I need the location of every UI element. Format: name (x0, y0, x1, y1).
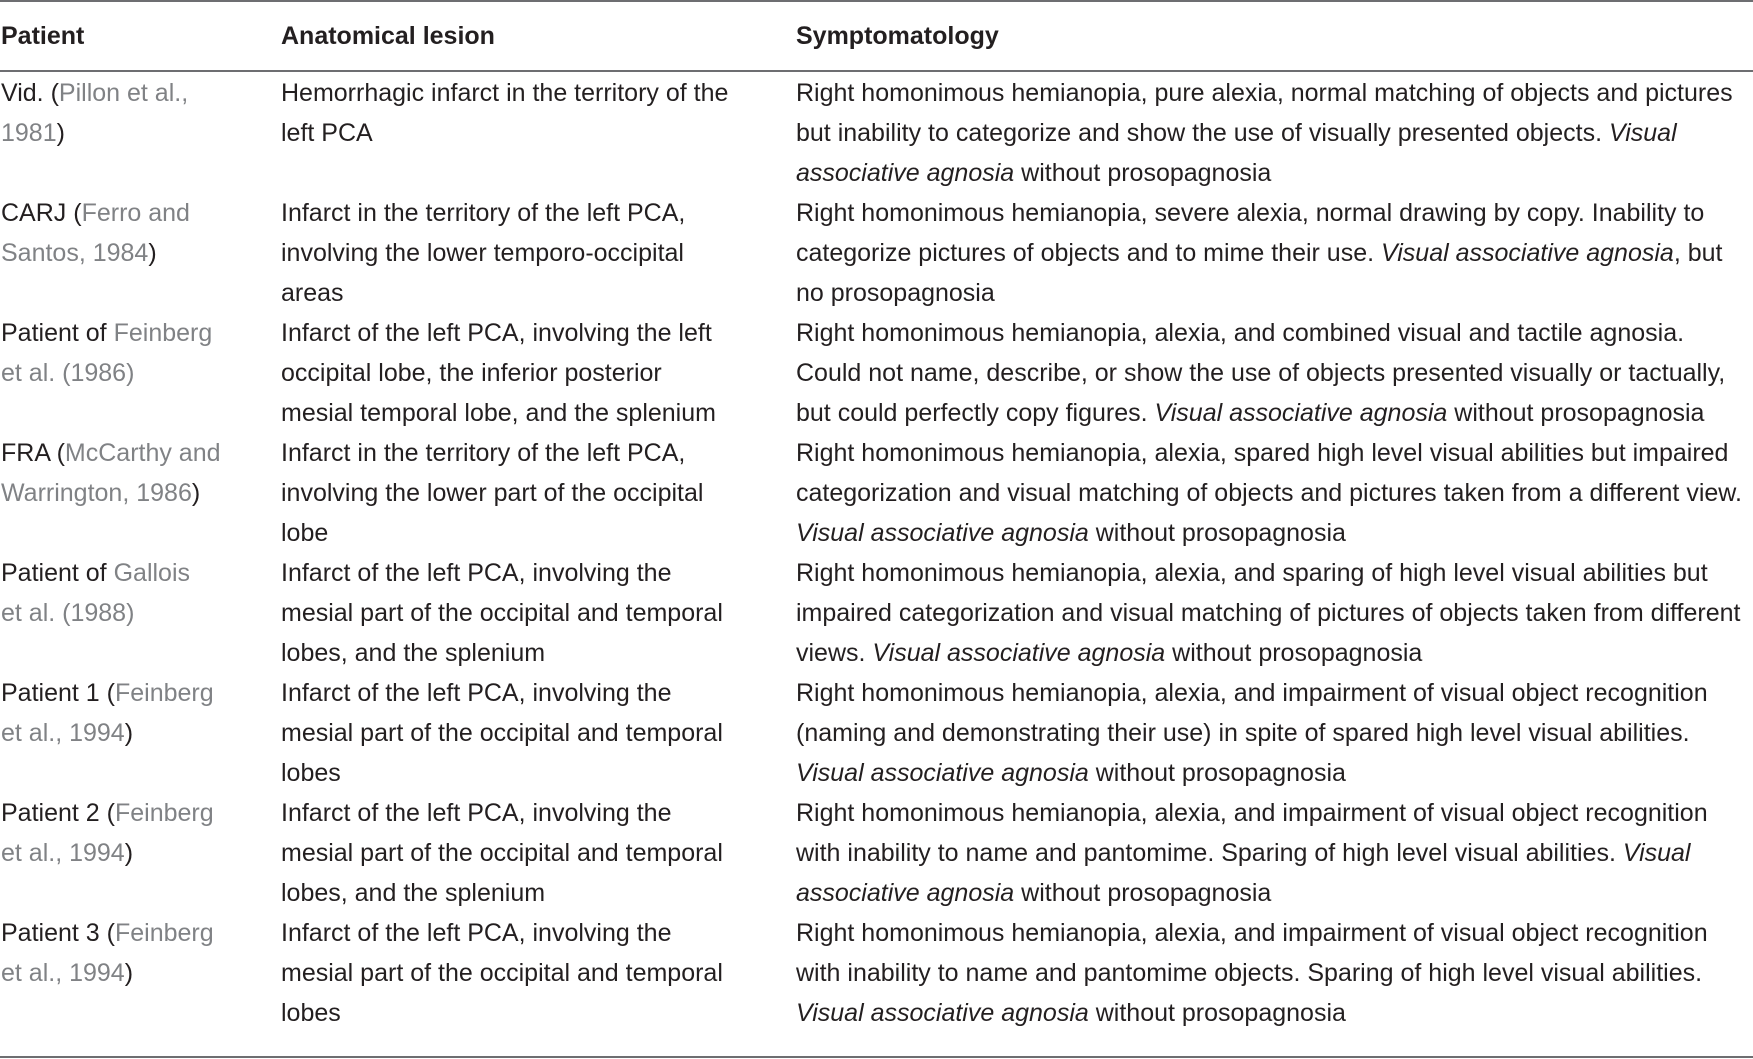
symptom-line: (naming and demonstrating their use) in spite of spared high level visual abilities. (796, 719, 1690, 747)
lesion-line: Infarct of the left PCA, involving the (281, 679, 672, 707)
symptom-emphasis: Visual associative agnosia (872, 639, 1166, 667)
symptom-line: impaired categorization and visual matching of pictures of objects taken from different (796, 599, 1741, 627)
symptom-line: categorization and visual matching of objects and pictures taken from a different view. (796, 479, 1742, 507)
table-header-rule (0, 70, 1753, 72)
symptom-line: Right homonimous hemianopia, alexia, and impairment of visual object recognition (796, 919, 1708, 947)
lesion-line: occipital lobe, the inferior posterior (281, 359, 662, 387)
reference-link[interactable]: et al. (1986) (1, 359, 135, 387)
lesion-line: Infarct of the left PCA, involving the (281, 919, 672, 947)
symptom-text: without prosopagnosia (1095, 759, 1346, 787)
patient-cell: Patient 1 (Feinberg et al., 1994) (1, 679, 214, 747)
symptom-text: without prosopagnosia (1454, 399, 1705, 427)
header-patient: Patient (1, 22, 85, 50)
lesion-line: left PCA (281, 119, 373, 147)
lesion-line: Infarct in the territory of the left PCA, (281, 439, 686, 467)
symptom-line: Right homonimous hemianopia, severe alexia, normal drawing by copy. Inability to (796, 199, 1705, 227)
reference-link[interactable]: et al., 1994 (1, 959, 125, 987)
symptom-emphasis: Visual associative agnosia (1381, 239, 1674, 267)
symptom-text: categorize pictures of objects and to mime their use. (796, 239, 1375, 267)
reference-link[interactable]: Gallois (113, 559, 191, 587)
patient-name: Patient 1 (1, 679, 100, 707)
symptom-line: Right homonimous hemianopia, alexia, and impairment of visual object recognition (796, 799, 1708, 827)
reference-link[interactable]: Feinberg (114, 799, 214, 827)
reference-link[interactable]: Ferro and (81, 199, 190, 227)
symptom-emphasis: Visual (1608, 119, 1677, 147)
patient-name: Patient 2 (1, 799, 100, 827)
symptom-emphasis: Visual associative agnosia (796, 759, 1089, 787)
patient-name: Patient 3 (1, 919, 100, 947)
symptom-text: without prosopagnosia (1021, 879, 1272, 907)
lesion-cell (281, 73, 761, 153)
symptom-emphasis: Visual associative agnosia (796, 519, 1089, 547)
symptom-line: with inability to name and pantomime objects. Sparing of high level visual abilities. (796, 959, 1703, 987)
reference-link[interactable]: Santos, 1984 (1, 239, 149, 267)
symptom-cell (796, 793, 1753, 913)
reference-link[interactable]: 1981 (1, 119, 57, 147)
patient-name: CARJ (1, 199, 67, 227)
symptom-cell (796, 313, 1753, 433)
lesion-line: lobes (281, 999, 341, 1027)
reference-link[interactable]: et al., 1994 (1, 839, 125, 867)
lesion-line: involving the lower temporo-occipital (281, 239, 684, 267)
patient-name: Vid. (1, 79, 44, 107)
reference-link[interactable]: Pillon et al., (58, 79, 189, 107)
lesion-line: lobes, and the splenium (281, 879, 546, 907)
symptom-line: Could not name, describe, or show the use of objects presented visually or tactually, (796, 359, 1726, 387)
lesion-line: involving the lower part of the occipital (281, 479, 704, 507)
patient-cell (1, 313, 241, 393)
lesion-cell (281, 793, 761, 913)
table-header-row (0, 16, 1753, 56)
symptom-emphasis: Visual associative agnosia (1154, 399, 1448, 427)
symptom-text: with inability to name and pantomime. Sparing of high level visual abilities. (796, 839, 1616, 867)
table-top-rule (0, 0, 1753, 2)
symptom-text: without prosopagnosia (1172, 639, 1423, 667)
lesion-cell (281, 433, 761, 553)
symptom-emphasis: associative agnosia (796, 879, 1015, 907)
patient-cell: Patient 3 (Feinberg et al., 1994) (1, 919, 214, 987)
lesion-line: mesial part of the occipital and temporal (281, 959, 723, 987)
lesion-cell (281, 193, 761, 313)
patient-cell: FRA (McCarthy and Warrington, 1986) (1, 439, 221, 507)
lesion-line: Infarct of the left PCA, involving the left (281, 319, 712, 347)
symptom-text: without prosopagnosia (1095, 999, 1346, 1027)
lesion-line: areas (281, 279, 344, 307)
symptom-line: Right homonimous hemianopia, pure alexia, normal matching of objects and pictures (796, 79, 1733, 107)
symptom-line: Right homonimous hemianopia, alexia, and impairment of visual object recognition (796, 679, 1708, 707)
lesion-line: mesial part of the occipital and temporal (281, 719, 723, 747)
lesion-line: lobe (281, 519, 329, 547)
patient-cell: CARJ (Ferro and Santos, 1984) (1, 199, 190, 267)
lesion-line: Hemorrhagic infarct in the territory of the (281, 79, 729, 107)
symptom-text: but could perfectly copy figures. (796, 399, 1148, 427)
patient-cell: Patient 2 (Feinberg et al., 1994) (1, 799, 214, 867)
header-symptomatology: Symptomatology (796, 22, 999, 50)
symptom-text: but inability to categorize and show the use of visually presented objects. (796, 119, 1603, 147)
lesion-cell (281, 313, 761, 433)
lesion-cell (281, 673, 761, 793)
patient-cell: Vid. (Pillon et al., 1981) (1, 79, 189, 147)
symptom-cell (796, 73, 1753, 193)
reference-link[interactable]: et al., 1994 (1, 719, 125, 747)
lesion-line: mesial temporal lobe, and the splenium (281, 399, 716, 427)
reference-link[interactable]: Warrington, 1986 (1, 479, 192, 507)
lesion-line: Infarct of the left PCA, involving the (281, 559, 672, 587)
reference-link[interactable]: Feinberg (113, 319, 213, 347)
lesion-line: Infarct in the territory of the left PCA, (281, 199, 686, 227)
lesion-line: mesial part of the occipital and temporal (281, 599, 723, 627)
patient-name: Patient of (1, 559, 107, 587)
patient-cell (1, 553, 241, 633)
patient-name: Patient of (1, 319, 107, 347)
reference-link[interactable]: Feinberg (114, 919, 214, 947)
symptom-text: without prosopagnosia (1021, 159, 1272, 187)
lesion-line: Infarct of the left PCA, involving the (281, 799, 672, 827)
symptom-cell (796, 433, 1753, 553)
lesion-line: lobes (281, 759, 341, 787)
lesion-line: mesial part of the occipital and temporal (281, 839, 723, 867)
symptom-line: no prosopagnosia (796, 279, 995, 307)
symptom-cell (796, 553, 1753, 673)
reference-link[interactable]: Feinberg (114, 679, 214, 707)
reference-link[interactable]: et al. (1988) (1, 599, 135, 627)
symptom-text: , but (1673, 239, 1723, 267)
symptom-cell (796, 913, 1753, 1033)
symptom-text: without prosopagnosia (1095, 519, 1346, 547)
symptom-line: Right homonimous hemianopia, alexia, and combined visual and tactile agnosia. (796, 319, 1685, 347)
symptom-emphasis: Visual associative agnosia (796, 999, 1089, 1027)
lesion-cell (281, 913, 761, 1033)
lesion-cell (281, 553, 761, 673)
symptom-cell (796, 193, 1753, 313)
lesion-line: lobes, and the splenium (281, 639, 546, 667)
symptom-cell (796, 673, 1753, 793)
patient-name: FRA (1, 439, 50, 467)
symptom-text: views. (796, 639, 866, 667)
symptom-line: Right homonimous hemianopia, alexia, spared high level visual abilities but impaired (796, 439, 1729, 467)
table-bottom-rule (0, 1056, 1753, 1058)
symptom-emphasis: associative agnosia (796, 159, 1015, 187)
reference-link[interactable]: McCarthy and (64, 439, 221, 467)
header-anatomical-lesion: Anatomical lesion (281, 22, 495, 50)
symptom-line: Right homonimous hemianopia, alexia, and sparing of high level visual abilities but (796, 559, 1708, 587)
symptom-emphasis: Visual (1622, 839, 1691, 867)
